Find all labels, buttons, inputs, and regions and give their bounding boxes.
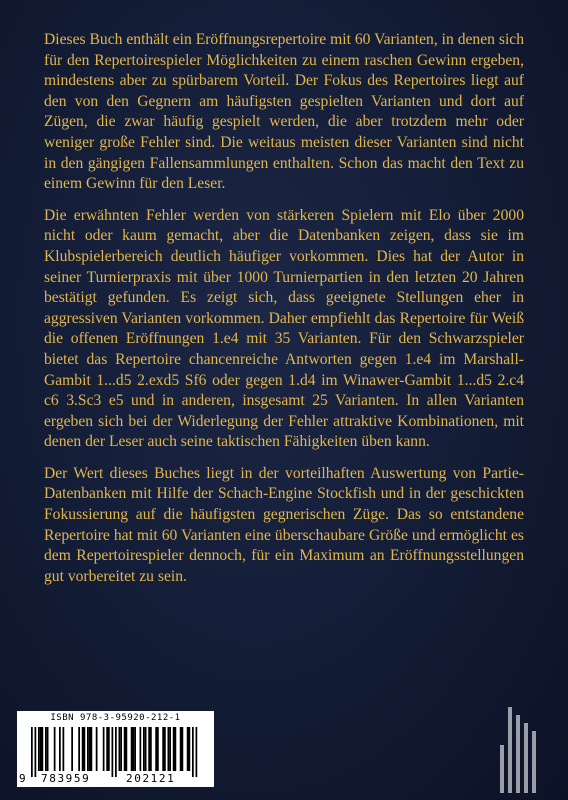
- barcode-bar: [140, 727, 142, 771]
- ean-left-digits: 783959: [41, 772, 91, 785]
- paragraph-value: Der Wert dieses Buches liegt in der vorteilhaften Auswertung von Partie-Datenbanken mit Hilfe der Schach-Engine Stockfish und in der geschickten Fokussierung auf die häufigsten gegnerischen Züge. Das so entstandene Repertoire hat mit 60 Varianten eine überschaubare Größe und ermöglicht es dem Repertoirespieler dennoch, für ein Maximum an Eröffnungsstellungen gut vorbereitet zu sein.: [44, 464, 524, 585]
- barcode-bar: [133, 727, 135, 771]
- barcode-bar: [120, 727, 122, 771]
- isbn-barcode: [17, 711, 214, 787]
- barcode-bar: [71, 727, 73, 771]
- barcode-bar: [162, 727, 164, 771]
- barcode-bar: [155, 727, 157, 771]
- barcode-bar: [35, 727, 37, 777]
- barcode-bar: [40, 727, 42, 771]
- barcode-bar: [84, 727, 86, 771]
- ean-first-digit: 9: [19, 772, 26, 785]
- barcode-bar: [47, 727, 49, 771]
- barcode-bar: [63, 727, 65, 771]
- barcode-bar: [54, 727, 56, 771]
- barcode-bar: [157, 727, 159, 771]
- barcode-bar: [148, 727, 150, 771]
- barcode-bar: [45, 727, 47, 771]
- barcode-bar: [168, 727, 170, 771]
- publisher-logo-icon: [498, 705, 542, 793]
- barcode-bar: [119, 727, 121, 771]
- barcode-bar: [192, 727, 194, 777]
- barcode-bar: [78, 727, 80, 771]
- barcode-bar: [164, 727, 166, 771]
- barcode-bar: [91, 727, 93, 771]
- barcode-bar: [31, 727, 33, 777]
- barcode-bar: [182, 727, 184, 771]
- barcode-bar: [112, 727, 114, 777]
- barcode-bar: [180, 727, 182, 771]
- barcode-bar: [38, 727, 40, 771]
- barcode-bar: [87, 727, 89, 771]
- barcode-bar: [150, 727, 152, 771]
- ean-right-digits: 202121: [126, 772, 176, 785]
- paragraph-details: Die erwähnten Fehler werden von stärkeren Spielern mit Elo über 2000 nicht oder kaum gemacht, aber die Datenbanken zeigen, dass sie im Klubspielerbereich deutlich häufiger vorkommen. Dies hat der Autor in seiner Turnierpraxis mit über 1000 Turnierpartien in den letzten 20 Jahren bestätigt gefunden. Es zeigt sich, dass geeignete Stellungen eher in aggressiven Varianten vorkommen. Daher empfiehlt das Repertoire für Weiß die offenen Eröffnungen 1.e4 mit 35 Varianten. Für den Schwarzspieler bietet das Repertoire chancenreiche Antworten gegen 1.e4 im Marshall-Gambit 1...d5 2.exd5 Sf6 oder gegen 1.d4 im Winawer-Gambit 1...d5 2.c4 c6 3.Sc3 e5 und in anderen, insgesamt 25 Varianten. In allen Varianten ergeben sich bei der Widerlegung der Fehler attraktive Kombinationen, mit denen der Leser auch seine taktischen Fähigkeiten üben kann.: [44, 206, 524, 451]
- barcode-bar: [134, 727, 136, 771]
- barcode-bar: [169, 727, 171, 771]
- barcode-bar: [42, 727, 44, 771]
- barcode-bar: [89, 727, 91, 771]
- barcode-bar: [82, 727, 84, 771]
- barcode-bar: [175, 727, 177, 771]
- barcode-bar: [96, 727, 98, 771]
- barcode-bar: [126, 727, 128, 771]
- barcode-bar: [173, 727, 175, 771]
- barcode-bar: [189, 727, 191, 771]
- isbn-label: ISBN 978-3-95920-212-1: [50, 713, 181, 723]
- barcode-bar: [124, 727, 126, 771]
- barcode-bar: [196, 727, 198, 777]
- barcode-bar: [59, 727, 61, 771]
- barcode-bar: [103, 727, 105, 771]
- description-text: [44, 30, 524, 598]
- barcode-bar: [187, 727, 189, 771]
- barcode-bar: [131, 727, 133, 771]
- barcode-bar: [143, 727, 145, 771]
- barcode-bar: [145, 727, 147, 771]
- barcode-bar: [106, 727, 108, 771]
- paragraph-intro: Dieses Buch enthält ein Eröffnungsrepertoire mit 60 Varianten, in denen sich für den Repertoirespieler Möglichkeiten zu einem raschen Gewinn ergeben, mindestens aber zu spürbarem Vorteil. Der Fokus des Repertoires liegt auf den von den Gegnern am häufigsten gespielten Varianten und dort auf Zügen, die zwar häufig gespielt werden, die aber trotzdem mehr oder weniger große Fehler sind. Die weitaus meisten dieser Varianten sind nicht in den gängigen Fallensammlungen enthalten. Schon das macht den Text zu einem Gewinn für den Leser.: [44, 31, 524, 193]
- barcode-bar: [108, 727, 110, 771]
- barcode-bar: [115, 727, 117, 777]
